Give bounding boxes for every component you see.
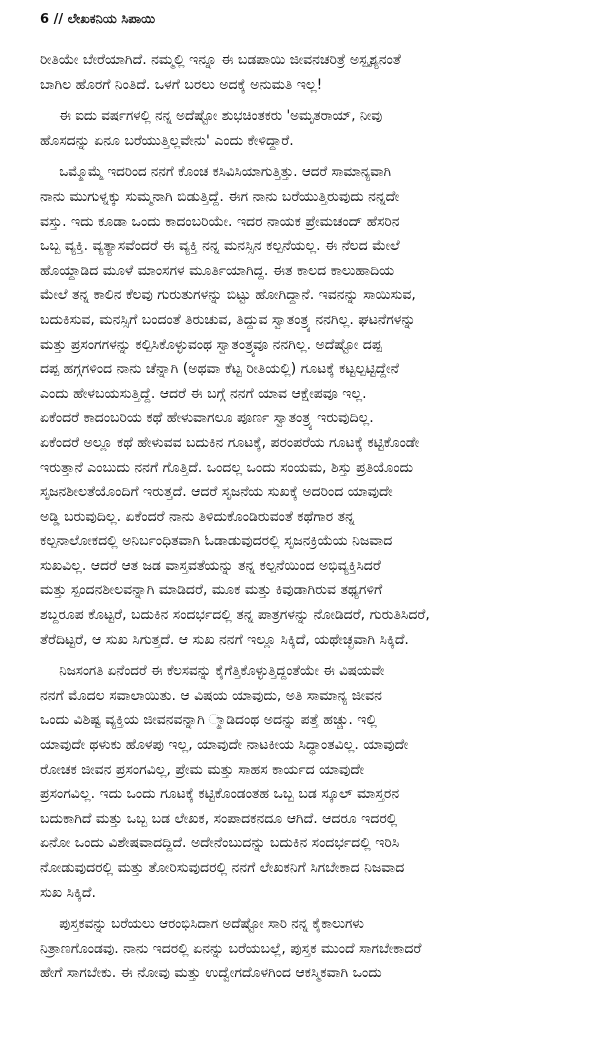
text-line: ಬದುಕಾಗಿದೆ ಮತ್ತು ಒಬ್ಬ ಬಡ ಲೇಖಕ, ಸಂಪಾದಕನದೂ ಆಗಿದೆ. ಆದರೂ ಇದರಲ್ಲಿ [40, 810, 398, 827]
text-line: ಮತ್ತು ಸ್ಪಂದನಶೀಲವನ್ನಾಗಿ ಮಾಡಿದರೆ, ಮೂಕ ಮತ್ತು ಕಿವುಡಾಗಿರುವ ತಥ್ಯಗಳಿಗೆ [40, 582, 383, 599]
text-line: ಶಬ್ದರೂಪ ಕೊಟ್ಟರೆ, ಬದುಕಿನ ಸಂದರ್ಭದಲ್ಲಿ ತನ್ನ ಪಾತ್ರಗಳನ್ನು ನೋಡಿದರೆ, ಗುರುತಿಸಿದರೆ, [40, 607, 430, 624]
text-line: ಸೃಜನಶೀಲತೆಯೊಂದಿಗೆ ಇರುತ್ತದೆ. ಆದರೆ ಸೃಜನೆಯ ಸುಖಕ್ಕೆ ಅದರಿಂದ ಯಾವುದೇ [40, 484, 393, 501]
text-line: ನಿತ್ರಾಣಗೊಂಡವು. ನಾನು ಇದರಲ್ಲಿ ಏನನ್ನು ಬರೆಯಬಲ್ಲೆ, ಪುಸ್ತಕ ಮುಂದೆ ಸಾಗಬೇಕಾದರೆ [40, 940, 422, 957]
text-line: ಈ ಐದು ವರ್ಷಗಳಲ್ಲಿ ನನ್ನ ಅದೆಷ್ಟೋ ಶುಭಚಿಂತಕರು 'ಅಮೃತರಾಯ್, ನೀವು [59, 108, 383, 125]
running-header [40, 10, 570, 48]
text-line: ಒಂದು ವಿಶಿಷ್ಟ ವ್ಯಕ್ತಿಯ ಜೀವನವನ್ನಾಗಿ ್ಮಾಡಿದಂಥ ಅದನ್ನು ಪತ್ತೆ ಹಚ್ಚು. ಇಲ್ಲಿ [40, 712, 377, 729]
text-line: ಏಕೆಂದರೆ ಅಲ್ಲೂ ಕಥೆ ಹೇಳುವವ ಬದುಕಿನ ಗೂಟಕ್ಕೆ, ಪರಂಪರೆಯ ಗೂಟಕ್ಕೆ ಕಟ್ಟಿಕೊಂಡೇ [40, 434, 420, 451]
paragraph [40, 104, 570, 153]
text-line: ತೆರೆದಿಟ್ಟರೆ, ಆ ಸುಖ ಸಿಗುತ್ತದೆ. ಆ ಸುಖ ನನಗೆ ಇಲ್ಲೂ ಸಿಕ್ಕಿದೆ, ಯಥೇಚ್ಛವಾಗಿ ಸಿಕ್ಕಿದೆ. [40, 631, 409, 648]
text-line: ಏಕೆಂದರೆ ಕಾದಂಬರಿಯ ಕಥೆ ಹೇಳುವಾಗಲೂ ಪೂರ್ಣ ಸ್ವಾತಂತ್ರ್ಯ ಇರುವುದಿಲ್ಲ. [40, 410, 374, 427]
text-line: ನೋಡುವುದರಲ್ಲಿ ಮತ್ತು ತೋರಿಸುವುದರಲ್ಲಿ ನನಗೆ ಲೇಖಕನಿಗೆ ಸಿಗಬೇಕಾದ ನಿಜವಾದ [40, 860, 405, 876]
text-line: ಸುಖ ಸಿಕ್ಕಿದೆ. [40, 884, 96, 901]
text-line: ನಾನು ಮುಗುಳ್ನಕ್ಕು ಸುಮ್ಮನಾಗಿ ಬಿಡುತ್ತಿದ್ದೆ. ಈಗ ನಾನು ಬರೆಯುತ್ತಿರುವುದು ನನ್ನದೇ [40, 188, 400, 205]
text-line: ನನಗೆ ಮೊದಲ ಸವಾಲಾಯಿತು. ಆ ವಿಷಯ ಯಾವುದು, ಅತಿ ಸಾಮಾನ್ಯ ಜೀವನ [40, 687, 382, 704]
text-line: ಪುಸ್ತಕವನ್ನು ಬರೆಯಲು ಆರಂಭಿಸಿದಾಗ ಅದೆಷ್ಟೋ ಸಾರಿ ನನ್ನ ಕೈಕಾಲುಗಳು [59, 916, 364, 933]
text-line: ಹೇಗೆ ಸಾಗಬೇಕು. ಈ ನೋವು ಮತ್ತು ಉದ್ವೇಗದೊಳಗಿಂದ ಆಕಸ್ಮಿಕವಾಗಿ ಒಂದು [40, 965, 382, 982]
paragraph [40, 912, 570, 986]
header-separator: // [53, 12, 64, 27]
paragraph [40, 160, 570, 652]
text-line: ನಿಜಸಂಗತಿ ಏನೆಂದರೆ ಈ ಕೆಲಸವನ್ನು ಕೈಗೆತ್ತಿಕೊಳ್ಳುತ್ತಿದ್ದಂತೆಯೇ ಈ ವಿಷಯವೇ [59, 663, 385, 680]
text-line: ಯಾವುದೇ ಥಳುಕು ಹೊಳಪು ಇಲ್ಲ, ಯಾವುದೇ ನಾಟಕೀಯ ಸಿದ್ಧಾಂತವಿಲ್ಲ. ಯಾವುದೇ [40, 737, 409, 754]
paragraph [40, 659, 570, 905]
body-text [40, 48, 570, 986]
text-line: ಬಾಗಿಲ ಹೊರಗೆ ನಿಂತಿದೆ. ಒಳಗೆ ಬರಲು ಅದಕ್ಕೆ ಅನುಮತಿ ಇಲ್ಲ! [40, 76, 323, 93]
text-line: ಮೇಲೆ ತನ್ನ ಕಾಲಿನ ಕೆಲವು ಗುರುತುಗಳನ್ನು ಬಿಟ್ಟು ಹೋಗಿದ್ದಾನೆ. ಇವನನ್ನು ಸಾಯಿಸುವ, [40, 287, 416, 304]
text-line: ರೋಚಕ ಜೀವನ ಪ್ರಸಂಗವಿಲ್ಲ, ಪ್ರೇಮ ಮತ್ತು ಸಾಹಸ ಕಾರ್ಯದ ಯಾವುದೇ [40, 761, 365, 778]
text-line: ದಪ್ಪ ಹಗ್ಗಗಳಿಂದ ನಾನು ಚೆನ್ನಾಗಿ (ಅಥವಾ ಕೆಟ್ಟ ರೀತಿಯಲ್ಲಿ) ಗೂಟಕ್ಕೆ ಕಟ್ಟಲ್ಪಟ್ಟಿದ್ದೇನೆ [40, 361, 399, 378]
text-line: ಪ್ರಸಂಗವಿಲ್ಲ. ಇದು ಒಂದು ಗೂಟಕ್ಕೆ ಕಟ್ಟಿಕೊಂಡಂತಹ ಒಬ್ಬ ಬಡ ಸ್ಕೂಲ್ ಮಾಸ್ತರನ [40, 786, 400, 803]
text-line: ವಸ್ತು. ಇದು ಕೂಡಾ ಒಂದು ಕಾದಂಬರಿಯೇ. ಇದರ ನಾಯಕ ಪ್ರೇಮಚಂದ್ ಹೆಸರಿನ [40, 213, 400, 230]
text-line: ಇರುತ್ತಾನೆ ಎಂಬುದು ನನಗೆ ಗೊತ್ತಿದೆ. ಒಂದಲ್ಲ ಒಂದು ಸಂಯಮ, ಶಿಸ್ತು ಪ್ರತಿಯೊಂದು [40, 459, 414, 476]
text-line: ಕಲ್ಪನಾಲೋಕದಲ್ಲಿ ಅನಿರ್ಬಂಧಿತವಾಗಿ ಓಡಾಡುವುದರಲ್ಲಿ ಸೃಜನಕ್ರಿಯೆಯ ನಿಜವಾದ [40, 533, 393, 550]
text-line: ಸುಖವಿಲ್ಲ. ಆದರೆ ಆತ ಜಡ ವಾಸ್ತವತೆಯನ್ನು ತನ್ನ ಕಲ್ಪನೆಯಿಂದ ಅಭಿವ್ಯಕ್ತಿಸಿದರೆ [40, 557, 381, 574]
text-line: ಹೊಸದನ್ನು ಏನೂ ಬರೆಯುತ್ತಿಲ್ಲವೇನು' ಎಂದು ಕೇಳಿದ್ದಾರೆ. [40, 132, 294, 149]
text-line: ಏನೋ ಒಂದು ವಿಶೇಷವಾದದ್ದಿದೆ. ಅದೇನೆಂಬುದನ್ನು ಬದುಕಿನ ಸಂದರ್ಭದಲ್ಲಿ ಇರಿಸಿ [40, 835, 400, 852]
text-line: ಒಮ್ಮೊಮ್ಮೆ ಇದರಿಂದ ನನಗೆ ಕೊಂಚ ಕಸಿವಿಸಿಯಾಗುತ್ತಿತ್ತು. ಆದರೆ ಸಾಮಾನ್ಯವಾಗಿ [59, 164, 392, 181]
page-number: 6 [40, 12, 50, 27]
text-line: ಒಬ್ಬ ವ್ಯಕ್ತಿ. ವ್ಯತ್ಯಾಸವೆಂದರೆ ಈ ವ್ಯಕ್ತಿ ನನ್ನ ಮನಸ್ಸಿನ ಕಲ್ಪನೆಯಲ್ಲ. ಈ ನೆಲದ ಮೇಲೆ [40, 238, 400, 255]
book-title: ಲೇಖಕನಿಯ ಸಿಪಾಯಿ [67, 12, 156, 27]
text-line: ಮತ್ತು ಪ್ರಸಂಗಗಳನ್ನು ಕಲ್ಪಿಸಿಕೊಳ್ಳುವಂಥ ಸ್ವಾತಂತ್ರ್ಯವೂ ನನಗಿಲ್ಲ. ಅದೆಷ್ಟೋ ದಪ್ಪ [40, 336, 382, 353]
text-line: ಎಂದು ಹೇಳಬಯಸುತ್ತಿದ್ದೆ. ಆದರೆ ಈ ಬಗ್ಗೆ ನನಗೆ ಯಾವ ಆಕ್ಷೇಪವೂ ಇಲ್ಲ. [40, 385, 367, 402]
text-line: ಅಡ್ಡಿ ಬರುವುದಿಲ್ಲ. ಏಕೆಂದರೆ ನಾನು ತಿಳಿದುಕೊಂಡಿರುವಂತೆ ಕಥೆಗಾರ ತನ್ನ [40, 508, 355, 525]
text-line: ಬದುಕಿಸುವ, ಮನಸ್ಸಿಗೆ ಬಂದಂತೆ ತಿರುಚುವ, ತಿದ್ದುವ ಸ್ವಾತಂತ್ರ್ಯ ನನಗಿಲ್ಲ. ಘಟನೆಗಳನ್ನು [40, 311, 416, 328]
paragraph [40, 48, 570, 97]
text-line: ಹೊಯ್ದಾಡಿದ ಮೂಳೆ ಮಾಂಸಗಳ ಮೂರ್ತಿಯಾಗಿದ್ದ. ಈತ ಕಾಲದ ಕಾಲುಹಾದಿಯ [40, 262, 395, 279]
text-line: ರೀತಿಯೇ ಬೇರೆಯಾಗಿದೆ. ನಮ್ಮಲ್ಲಿ ಇನ್ನೂ ಈ ಬಡಪಾಯಿ ಜೀವನಚರಿತ್ರೆ ಅಸ್ಪೃಶ್ಯನಂತೆ [40, 52, 401, 68]
